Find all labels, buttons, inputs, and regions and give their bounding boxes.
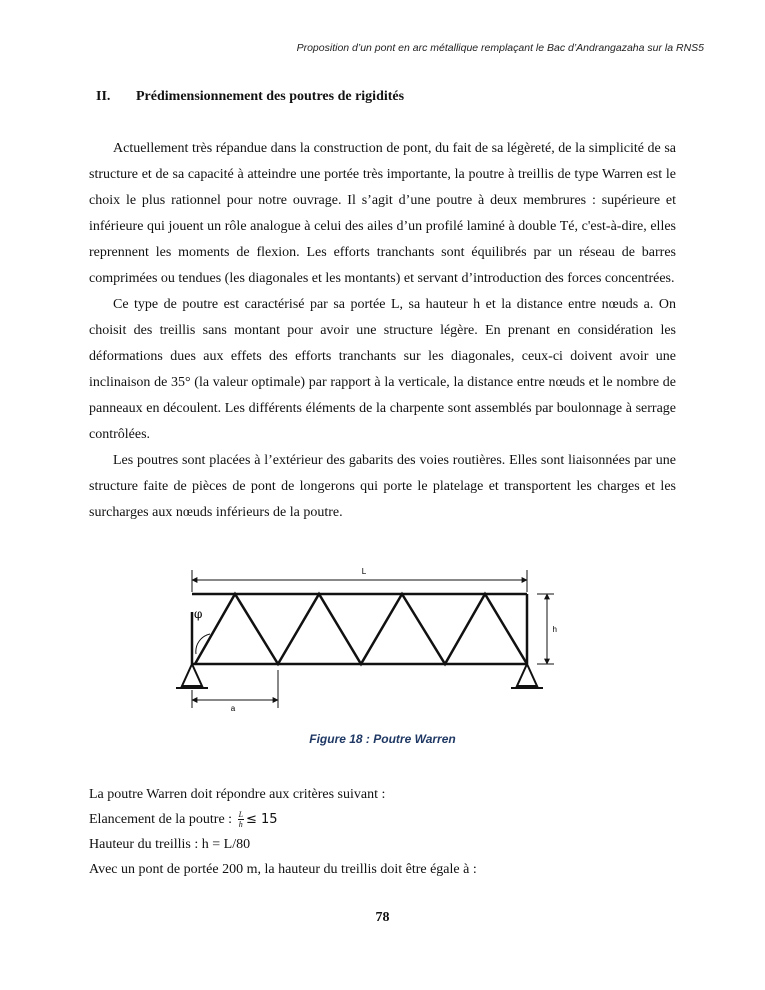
dimension-L-label: L [361,567,367,576]
truss-diagonals [195,594,527,664]
support-right [517,664,537,686]
page-number: 78 [375,910,390,925]
paragraph: Ce type de poutre est caractérisé par sa portée L, sa hauteur h et la distance entre nœuds a. On choisit des treillis sans montant pour avoir une structure légère. En prenant en considération les déformations dues aux effets des efforts tranchants sur les diagonales, ceux-ci doivent avoir une inclinaison de 35° (la valeur optimale) par rapport à la verticale, la distance entre nœuds et le nombre de panneaux en découlent. Les différents éléments de la charpente sont assemblés par boulonnage à serrage contrôlées. [89,297,676,442]
criteria-block [89,782,689,882]
paragraph: Les poutres sont placées à l’extérieur des gabarits des voies routières. Elles sont liaisonnées par une structure faite de pièces de pont de longerons qui porte le platelage et transportent les charges et les surcharges aux nœuds inférieurs de la poutre. [89,453,676,520]
angle-phi-label: φ [194,607,203,621]
criteria-intro: La poutre Warren doit répondre aux critères suivant : [89,787,386,802]
body-text [89,136,676,526]
support-left [182,664,202,686]
span-line: Avec un pont de portée 200 m, la hauteur du treillis doit être égale à : [89,862,477,877]
section-number: II. [96,89,111,104]
figure-caption: Figure 18 : Poutre Warren [309,732,456,746]
dimension-h-label: h [552,625,557,634]
slenderness-label: Elancement de la poutre : [89,812,233,827]
dimension-a-label: a [230,704,236,712]
fraction-numerator: L [238,810,244,820]
paragraph: Actuellement très répandue dans la construction de pont, du fait de sa légèreté, de la simplicité de sa structure et de sa capacité à atteindre une portée très importante, la poutre à treillis de type Warren est le choix le plus rationnel pour notre ouvrage. Il s’agit d’une poutre à deux membrures : supérieure et inférieure qui jouent un rôle analogue à celui des ailes d’un profilé laminé à double Té, c'est-à-dire, elles reprennent les moments de flexion. Les efforts tranchants sont équilibrés par un réseau de barres comprimées ou tendues (les diagonales et les montants) et servant d’introduction des forces concentrées. [89,141,676,286]
running-header: Proposition d’un pont en arc métallique remplaçant le Bac d’Andrangazaha sur la RNS5 [296,42,704,54]
fraction-denominator: h [238,820,243,830]
warren-truss-diagram [172,562,557,712]
warren-truss-figure [172,562,557,712]
height-line: Hauteur du treillis : h = L/80 [89,837,251,852]
section-heading [96,89,404,105]
section-title: Prédimensionnement des poutres de rigidités [136,89,405,104]
slenderness-relation: ≤ 15 [246,812,278,827]
slenderness-fraction [238,810,244,829]
slenderness-line [89,807,689,832]
